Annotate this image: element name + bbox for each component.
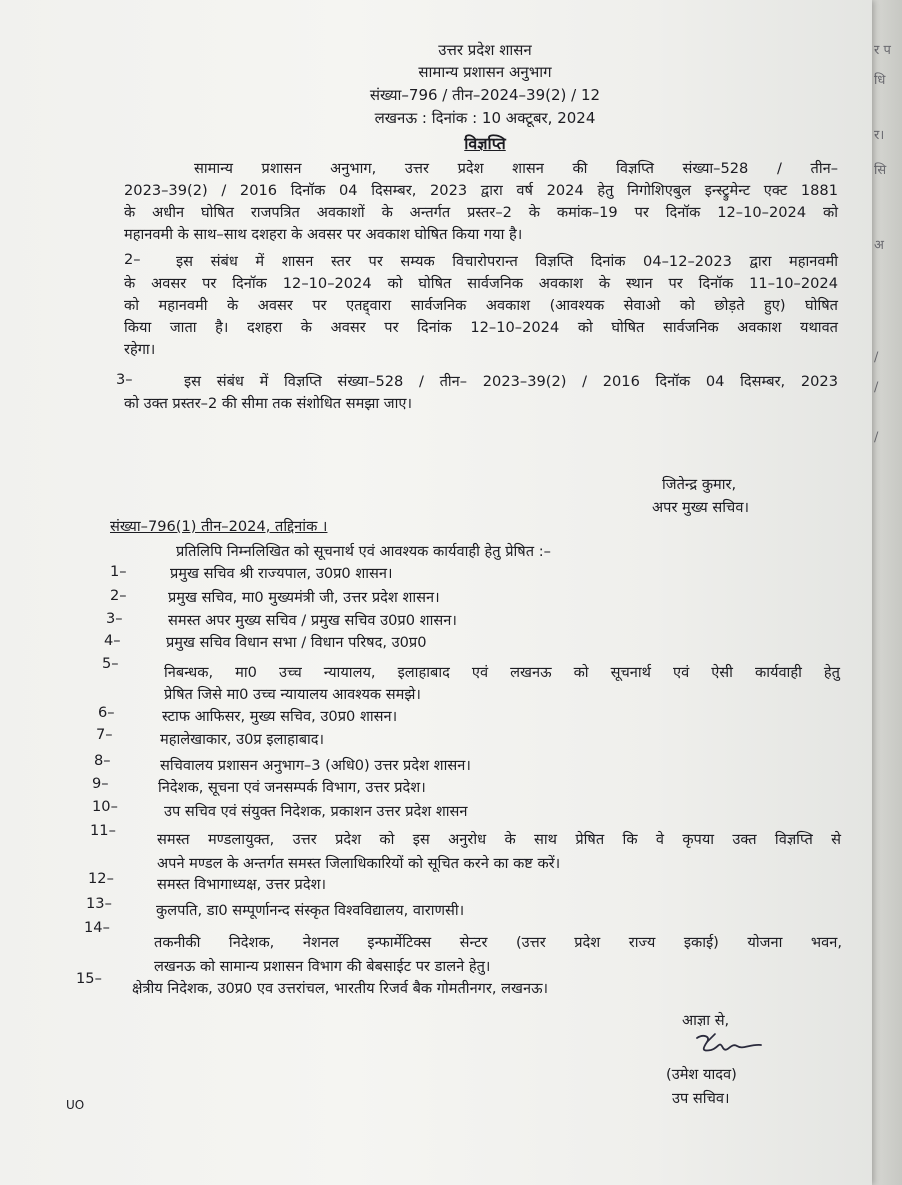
paragraph-1: सामान्य प्रशासन अनुभाग, उत्तर प्रदेश शासन की विज्ञप्ति संख्या–528 / तीन– 2023–39(2) / 2016 दिनॉक 04 दिसम्बर, 2023 द्वारा वर्ष 2024 हेतु निगोशिएबुल इन्स्ट्रुमेन्ट एक्ट 1881 के अधीन घोषित राजपत्रित अवकाशों के अन्तर्गत प्रस्तर–2 के कमांक–19 पर दिनॉक 12–10–2024 को महानवमी के साथ–साथ दशहरा के अवसर पर अवकाश घोषित किया गया है। [124, 160, 838, 243]
list-item-continued: अपने मण्डल के अन्तर्गत समस्त जिलाधिकारियों को सूचित करने का कष्ट करें। [157, 855, 561, 872]
deputy-secretary-name: (उमेश यादव) [666, 1066, 737, 1083]
list-item: तकनीकी निदेशक, नेशनल इन्फार्मेटिक्स सेन्टर (उत्तर प्रदेश राज्य इकाई) योजना भवन, [154, 934, 842, 951]
list-item: प्रमुख सचिव विधान सभा / विधान परिषद, उ0प्र0 [166, 634, 427, 651]
paragraph-2: इस संबंध में शासन स्तर पर सम्यक विचारोपरान्त विज्ञप्ति दिनांक 04–12–2023 द्वारा महानवमी के अवसर पर दिनॉक 12–10–2024 को घोषित सार्वजनिक अवकाश के स्थान पर दिनॉक 11–10–2024 को महानवमी के अवसर पर एतद्द्वारा सार्वजनिक अवकाश (आवश्यक सेवाओ को छोड़ते हुए) घोषित किया जाता है। दशहरा के अवसर पर दिनांक 12–10–2024 को घोषित सार्वजनिक अवकाश यथावत रहेगा। [124, 253, 838, 358]
list-item-number: 6– [98, 704, 115, 721]
list-item-number: 3– [106, 610, 123, 627]
header-govt: उत्तर प्रदेश शासन [438, 41, 532, 59]
list-item: निदेशक, सूचना एवं जनसम्पर्क विभाग, उत्तर प्रदेश। [158, 779, 426, 796]
footer-mark: UO [66, 1098, 85, 1112]
copy-reference: संख्या–796(1) तीन–2024, तद्दिनांक । [110, 518, 328, 535]
list-item: समस्त अपर मुख्य सचिव / प्रमुख सचिव उ0प्र0 शासन। [168, 612, 457, 629]
list-item: उप सचिव एवं संयुक्त निदेशक, प्रकाशन उत्तर प्रदेश शासन [164, 803, 468, 820]
list-item: स्टाफ आफिसर, मुख्य सचिव, उ0प्र0 शासन। [162, 708, 398, 725]
list-item-number: 4– [104, 632, 121, 649]
handwritten-signature [693, 1030, 765, 1058]
list-item: कुलपति, डा0 सम्पूर्णानन्द संस्कृत विश्वविद्यालय, वाराणसी। [156, 902, 465, 919]
list-item-number: 1– [110, 563, 127, 580]
list-item: समस्त विभागाध्यक्ष, उत्तर प्रदेश। [157, 876, 327, 893]
list-item-number: 5– [102, 655, 119, 672]
list-item-continued: प्रेषित जिसे मा0 उच्च न्यायालय आवश्यक समझे। [164, 686, 421, 703]
list-item-number: 7– [96, 726, 113, 743]
list-item-number: 15– [76, 970, 102, 987]
paragraph-3-number: 3– [116, 371, 133, 388]
document-title: विज्ञप्ति [464, 134, 506, 153]
signatory-name: जितेन्द्र कुमार, [662, 476, 737, 493]
header-department: सामान्य प्रशासन अनुभाग [418, 63, 552, 81]
paragraph-3: इस संबंध में विज्ञप्ति संख्या–528 / तीन– 2023–39(2) / 2016 दिनॉक 04 दिसम्बर, 2023 को उक्त प्रस्तर–2 की सीमा तक संशोधित समझा जाए। [124, 373, 838, 412]
list-item-number: 11– [90, 822, 116, 839]
list-item-number: 9– [92, 775, 109, 792]
deputy-secretary-designation: उप सचिव। [672, 1090, 730, 1107]
list-item: प्रमुख सचिव श्री राज्यपाल, उ0प्र0 शासन। [170, 565, 393, 582]
list-item: प्रमुख सचिव, मा0 मुख्यमंत्री जी, उत्तर प्रदेश शासन। [168, 589, 440, 606]
list-item: क्षेत्रीय निदेशक, उ0प्र0 एव उत्तरांचल, भारतीय रिजर्व बैक गोमतीनगर, लखनऊ। [132, 980, 549, 997]
list-item-number: 14– [84, 919, 110, 936]
copy-intro: प्रतिलिपि निम्नलिखित को सूचनार्थ एवं आवश्यक कार्यवाही हेतु प्रेषित :– [176, 543, 551, 560]
paragraph-2-number: 2– [124, 251, 141, 268]
header-reference-number: संख्या–796 / तीन–2024–39(2) / 12 [369, 86, 601, 104]
by-order: आज्ञा से, [682, 1012, 730, 1029]
list-item: समस्त मण्डलायुक्त, उत्तर प्रदेश को इस अनुरोध के साथ प्रेषित कि वे कृपया उक्त विज्ञप्ति से [157, 831, 841, 848]
header-place-date: लखनऊ : दिनांक : 10 अक्टूबर, 2024 [374, 109, 596, 127]
adjacent-page-edge: र प धि र। सि अ / / / [862, 0, 902, 1185]
list-item-continued: लखनऊ को सामान्य प्रशासन विभाग की बेबसाईट पर डालने हेतु। [154, 958, 491, 975]
list-item-number: 13– [86, 895, 112, 912]
list-item: सचिवालय प्रशासन अनुभाग–3 (अधि0) उत्तर प्रदेश शासन। [160, 757, 471, 774]
list-item: निबन्धक, मा0 उच्च न्यायालय, इलाहाबाद एवं लखनऊ को सूचनार्थ एवं ऐसी कार्यवाही हेतु [164, 664, 840, 681]
list-item-number: 8– [94, 752, 111, 769]
signatory-designation: अपर मुख्य सचिव। [652, 499, 749, 516]
list-item: महालेखाकार, उ0प्र इलाहाबाद। [160, 731, 325, 748]
list-item-number: 12– [88, 870, 114, 887]
list-item-number: 2– [110, 587, 127, 604]
list-item-number: 10– [92, 798, 118, 815]
